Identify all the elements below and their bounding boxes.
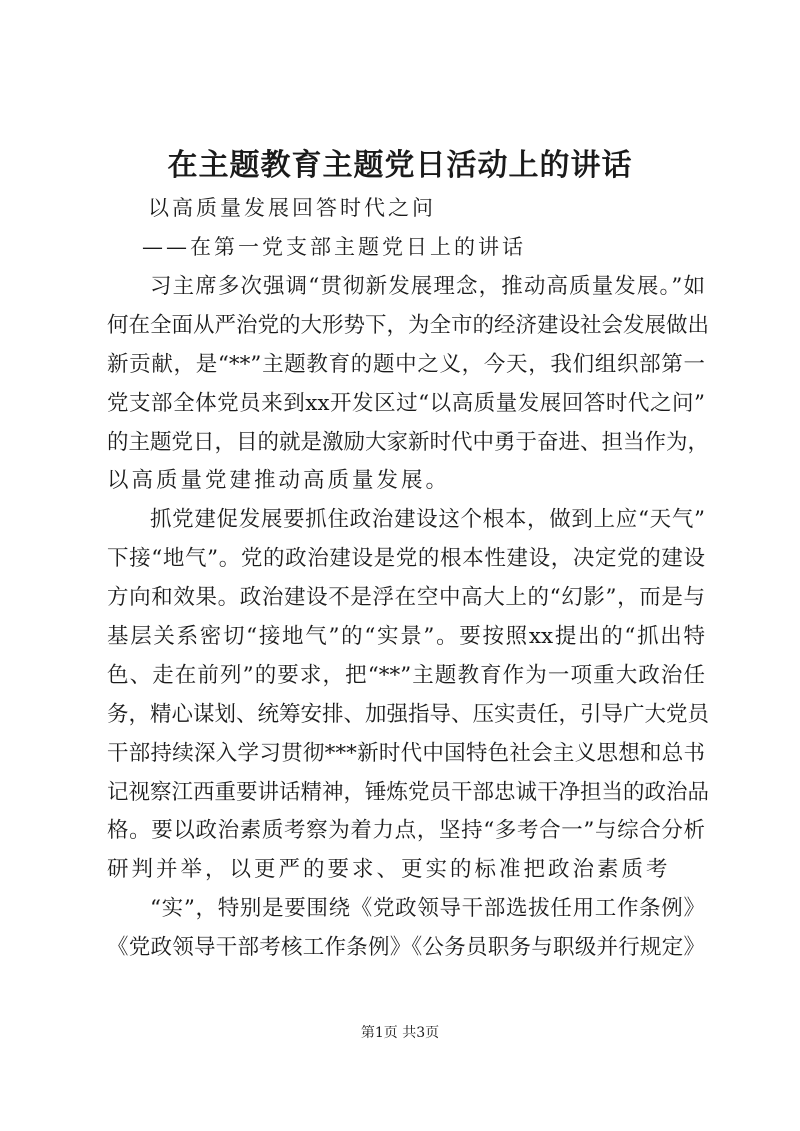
text-line: 研判并举，以更严的要求、更实的标准把政治素质考 xyxy=(107,857,671,883)
text-line: 新贡献，是“**”主题教育的题中之义，今天，我们组织部第一 xyxy=(107,351,705,377)
speech-byline: ——在第一党支部主题党日上的讲话 xyxy=(142,235,526,259)
paragraph-1 xyxy=(107,268,710,501)
text-line: 下接“地气”。党的政治建设是党的根本性建设，决定党的建设 xyxy=(107,546,705,572)
text-line: 色、走在前列”的要求，把“**”主题教育作为一项重大政治任 xyxy=(107,662,705,688)
text-line: 记视察江西重要讲话精神，锤炼党员干部忠诚干净担当的政治品 xyxy=(107,779,710,805)
text-line: 基层关系密切“接地气”的“实景”。要按照xx提出的“抓出特 xyxy=(107,624,705,650)
paragraph-3 xyxy=(107,890,705,968)
speech-subtitle: 以高质量发展回答时代之问 xyxy=(148,196,436,220)
text-line: 《党政领导干部考核工作条例》《公务员职务与职级并行规定》 xyxy=(107,935,705,961)
document-title: 在主题教育主题党日活动上的讲话 xyxy=(167,148,633,183)
text-line: 何在全面从严治党的大形势下，为全市的经济建设社会发展做出 xyxy=(107,312,710,338)
page-number: 第1页 共3页 xyxy=(360,1025,440,1041)
text-line: 党支部全体党员来到xx开发区过“以高质量发展回答时代之问” xyxy=(107,390,705,416)
text-line: 格。要以政治素质考察为着力点，坚持“多考合一”与综合分析 xyxy=(107,818,705,844)
text-line: 务，精心谋划、统筹安排、加强指导、压实责任，引导广大党员 xyxy=(107,701,710,727)
document-body xyxy=(107,268,710,968)
text-line: 习主席多次强调“贯彻新发展理念，推动高质量发展。”如 xyxy=(150,274,705,299)
text-line: 的主题党日，目的就是激励大家新时代中勇于奋进、担当作为， xyxy=(107,429,710,455)
text-line: “实”，特别是要围绕《党政领导干部选拔任用工作条例》 xyxy=(150,896,705,922)
paragraph-2 xyxy=(107,501,710,890)
text-line: 以高质量党建推动高质量发展。 xyxy=(107,468,451,494)
text-line: 干部持续深入学习贯彻***新时代中国特色社会主义思想和总书 xyxy=(107,740,705,766)
text-line: 方向和效果。政治建设不是浮在空中高大上的“幻影”，而是与 xyxy=(107,585,705,611)
text-line: 抓党建促发展要抓住政治建设这个根本，做到上应“天气” xyxy=(150,507,705,533)
